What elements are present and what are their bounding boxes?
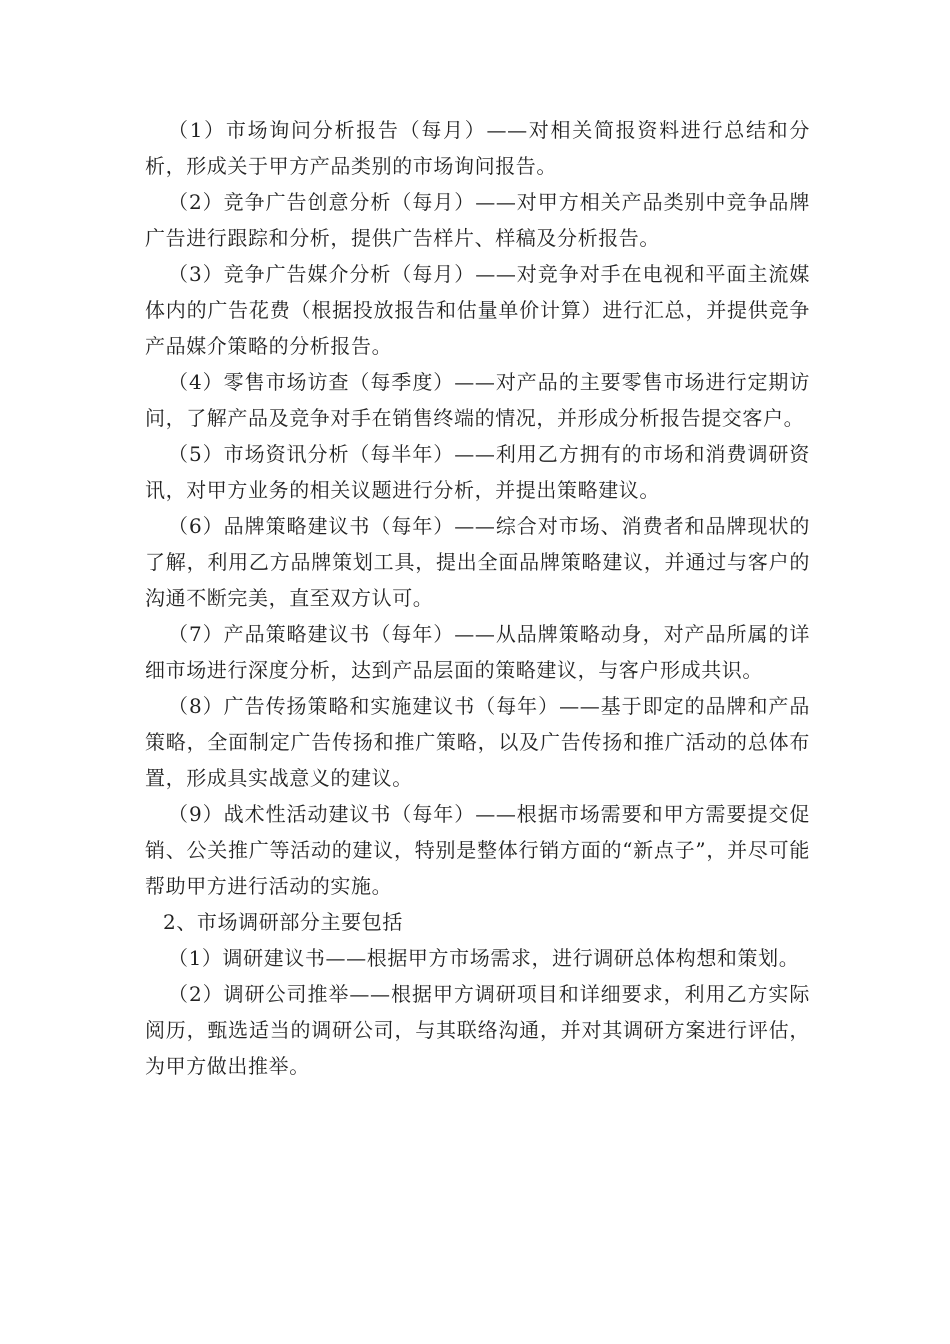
paragraph-retail-market-visit: （4）零售市场访查（每季度）——对产品的主要零售市场进行定期访问，了解产品及竞争对手在销售终端的情况，并形成分析报告提交客户。	[145, 370, 810, 430]
section-heading-market-research: 2、市场调研部分主要包括	[163, 910, 403, 934]
paragraph-tactical-activity-proposal: （9）战术性活动建议书（每年）——根据市场需要和甲方需要提交促销、公关推广等活动的建议，特别是整体行销方面的“新点子”，并尽可能帮助甲方进行活动的实施。	[145, 802, 810, 898]
paragraph-brand-strategy-proposal: （6）品牌策略建议书（每年）——综合对市场、消费者和品牌现状的了解，利用乙方品牌策划工具，提出全面品牌策略建议，并通过与客户的沟通不断完美，直至双方认可。	[145, 514, 810, 610]
paragraph-ad-communication-proposal: （8）广告传扬策略和实施建议书（每年）——基于即定的品牌和产品策略，全面制定广告传扬和推广策略，以及广告传扬和推广活动的总体布置，形成具实战意义的建议。	[145, 694, 810, 790]
paragraph-research-company-recommendation: （2）调研公司推举——根据甲方调研项目和详细要求，利用乙方实际阅历，甄选适当的调研公司，与其联络沟通，并对其调研方案进行评估，为甲方做出推举。	[145, 982, 810, 1078]
paragraph-research-proposal: （1）调研建议书——根据甲方市场需求，进行调研总体构想和策划。	[168, 946, 800, 970]
paragraph-competitor-ad-media: （3）竞争广告媒介分析（每月）——对竞争对手在电视和平面主流媒体内的广告花费（根据投放报告和估量单价计算）进行汇总，并提供竞争产品媒介策略的分析报告。	[145, 262, 810, 358]
paragraph-product-strategy-proposal: （7）产品策略建议书（每年）——从品牌策略动身，对产品所属的详细市场进行深度分析，达到产品层面的策略建议，与客户形成共识。	[145, 622, 810, 682]
document-body	[145, 112, 810, 1084]
paragraph-market-inquiry-report: （1）市场询问分析报告（每月）——对相关简报资料进行总结和分析，形成关于甲方产品类别的市场询问报告。	[145, 118, 810, 178]
paragraph-market-info-analysis: （5）市场资讯分析（每半年）——利用乙方拥有的市场和消费调研资讯，对甲方业务的相关议题进行分析，并提出策略建议。	[145, 442, 810, 502]
paragraph-competitor-ad-creative: （2）竞争广告创意分析（每月）——对甲方相关产品类别中竞争品牌广告进行跟踪和分析，提供广告样片、样稿及分析报告。	[145, 190, 810, 250]
